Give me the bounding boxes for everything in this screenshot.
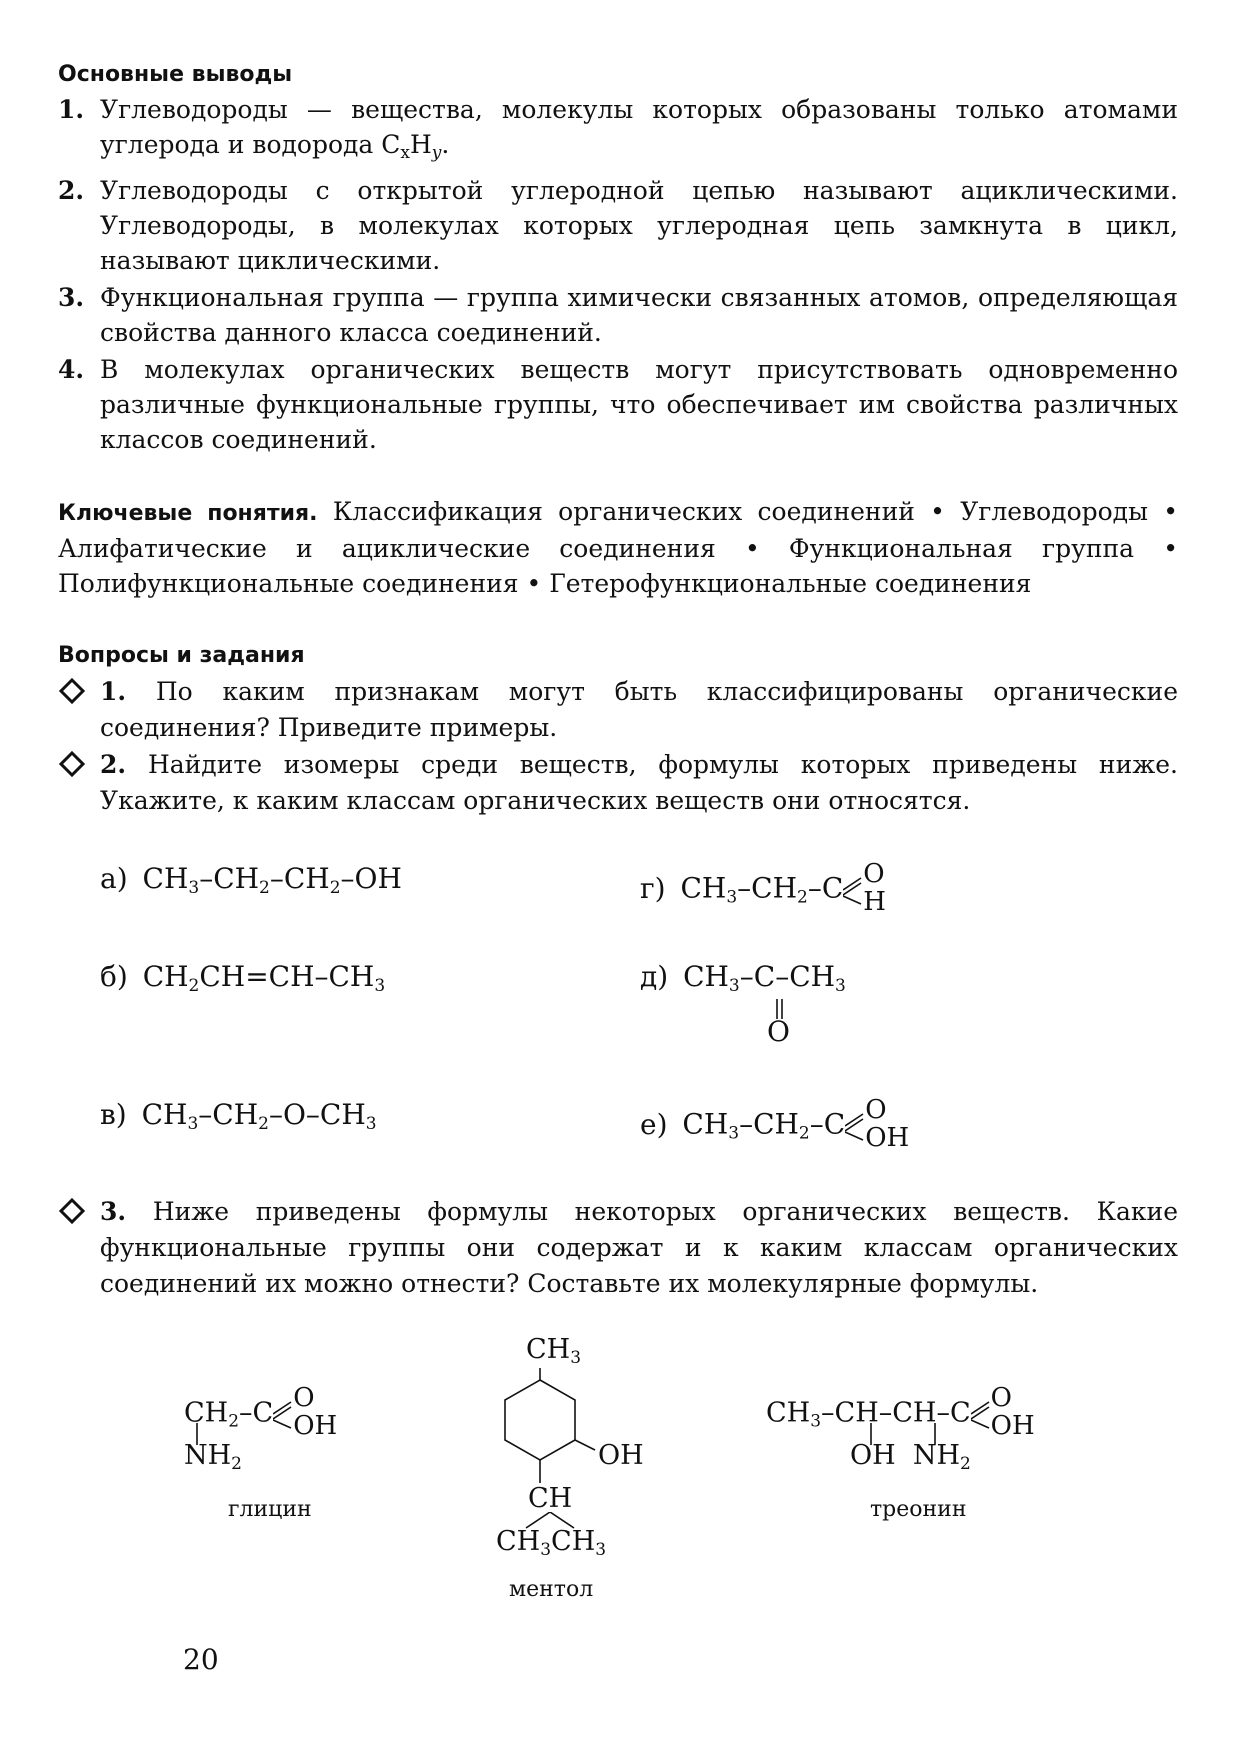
threonine-label: треонин <box>870 1497 967 1522</box>
formula-g: г) $CH_3-CH_2-C$ O H <box>640 859 886 917</box>
formula-v: в) $CH_3-CH_2-O-CH_3$ <box>100 1098 377 1134</box>
summary-list <box>58 92 1178 459</box>
glycine-amine: $NH_2$ <box>184 1440 242 1474</box>
diamond-icon <box>58 1197 86 1225</box>
summary-item: 2. Углеводороды с открытой углеродной цепью называют ациклическими. Углеводороды, в молекулах которых углеродная цепь замкнута в цикл, называют циклическими. <box>58 176 1178 275</box>
summary-heading: Основные выводы <box>58 62 293 87</box>
summary-item: 3. Функциональная группа — группа химически связанных атомов, определяющая свойства данного класса соединений. <box>58 283 1178 347</box>
ketone-oxygen: O <box>767 1015 790 1048</box>
formula-d: д) $CH_3-C-CH_3$ <box>640 960 846 996</box>
formula-e: е) $CH_3-CH_2-C$ O OH <box>640 1095 910 1153</box>
menthol-isopropyl-ch: CH <box>528 1483 573 1514</box>
menthol-ring <box>495 1368 605 1483</box>
menthol-hydroxyl: OH <box>598 1440 644 1471</box>
diamond-icon <box>58 677 86 705</box>
threonine-acid-bonds <box>971 1394 991 1434</box>
key-concepts-text: Классификация органических соединений • Углеводороды • Алифатические и ациклические соединения • Функциональная группа • Полифункциональные соединения • Гетерофункциональные соединения <box>58 497 1178 598</box>
threonine-substituents: OH $NH_2$ <box>850 1440 971 1474</box>
acid-bonds <box>845 1106 865 1146</box>
question-2: 2. Найдите изомеры среди веществ, формулы которых приведены ниже. Укажите, к каким классам органических веществ они относятся. <box>58 747 1178 819</box>
key-concepts-label: Ключевые понятия. <box>58 501 318 526</box>
question-1: 1. По каким признакам могут быть классифицированы органические соединения? Приведите примеры. <box>58 674 1178 746</box>
menthol-label: ментол <box>509 1577 594 1602</box>
key-concepts <box>58 494 1178 601</box>
summary-item: 1. Углеводороды — вещества, молекулы которых образованы только атомами углерода и водорода $C_xH_y$. <box>58 95 1178 163</box>
threonine-structure: $CH_3-CH-CH-C$ O OH <box>766 1383 1035 1441</box>
page-number: 20 <box>183 1643 219 1676</box>
summary-item: 4. В молекулах органических веществ могут присутствовать одновременно различные функциональные группы, что обеспечивает им свойства различных классов соединений. <box>58 355 1178 454</box>
menthol-methyl: $CH_3$ <box>526 1334 582 1368</box>
glycine-structure: $CH_2-C$ O OH <box>184 1383 338 1441</box>
menthol-methyls: $CH_3CH_3$ <box>496 1526 607 1560</box>
glycine-acid-bonds <box>273 1394 293 1434</box>
glycine-label: глицин <box>228 1497 312 1522</box>
formula-a: а) $CH_3-CH_2-CH_2-OH$ <box>100 862 402 898</box>
formula-b: б) $CH_2CH=CH-CH_3$ <box>100 960 386 996</box>
questions-heading: Вопросы и задания <box>58 643 305 668</box>
aldehyde-bonds <box>843 870 863 910</box>
question-3: 3. Ниже приведены формулы некоторых органических веществ. Какие функциональные группы они содержат и к каким классам органических соединений их можно отнести? Составьте их молекулярные формулы. <box>58 1194 1178 1302</box>
diamond-icon <box>58 750 86 778</box>
